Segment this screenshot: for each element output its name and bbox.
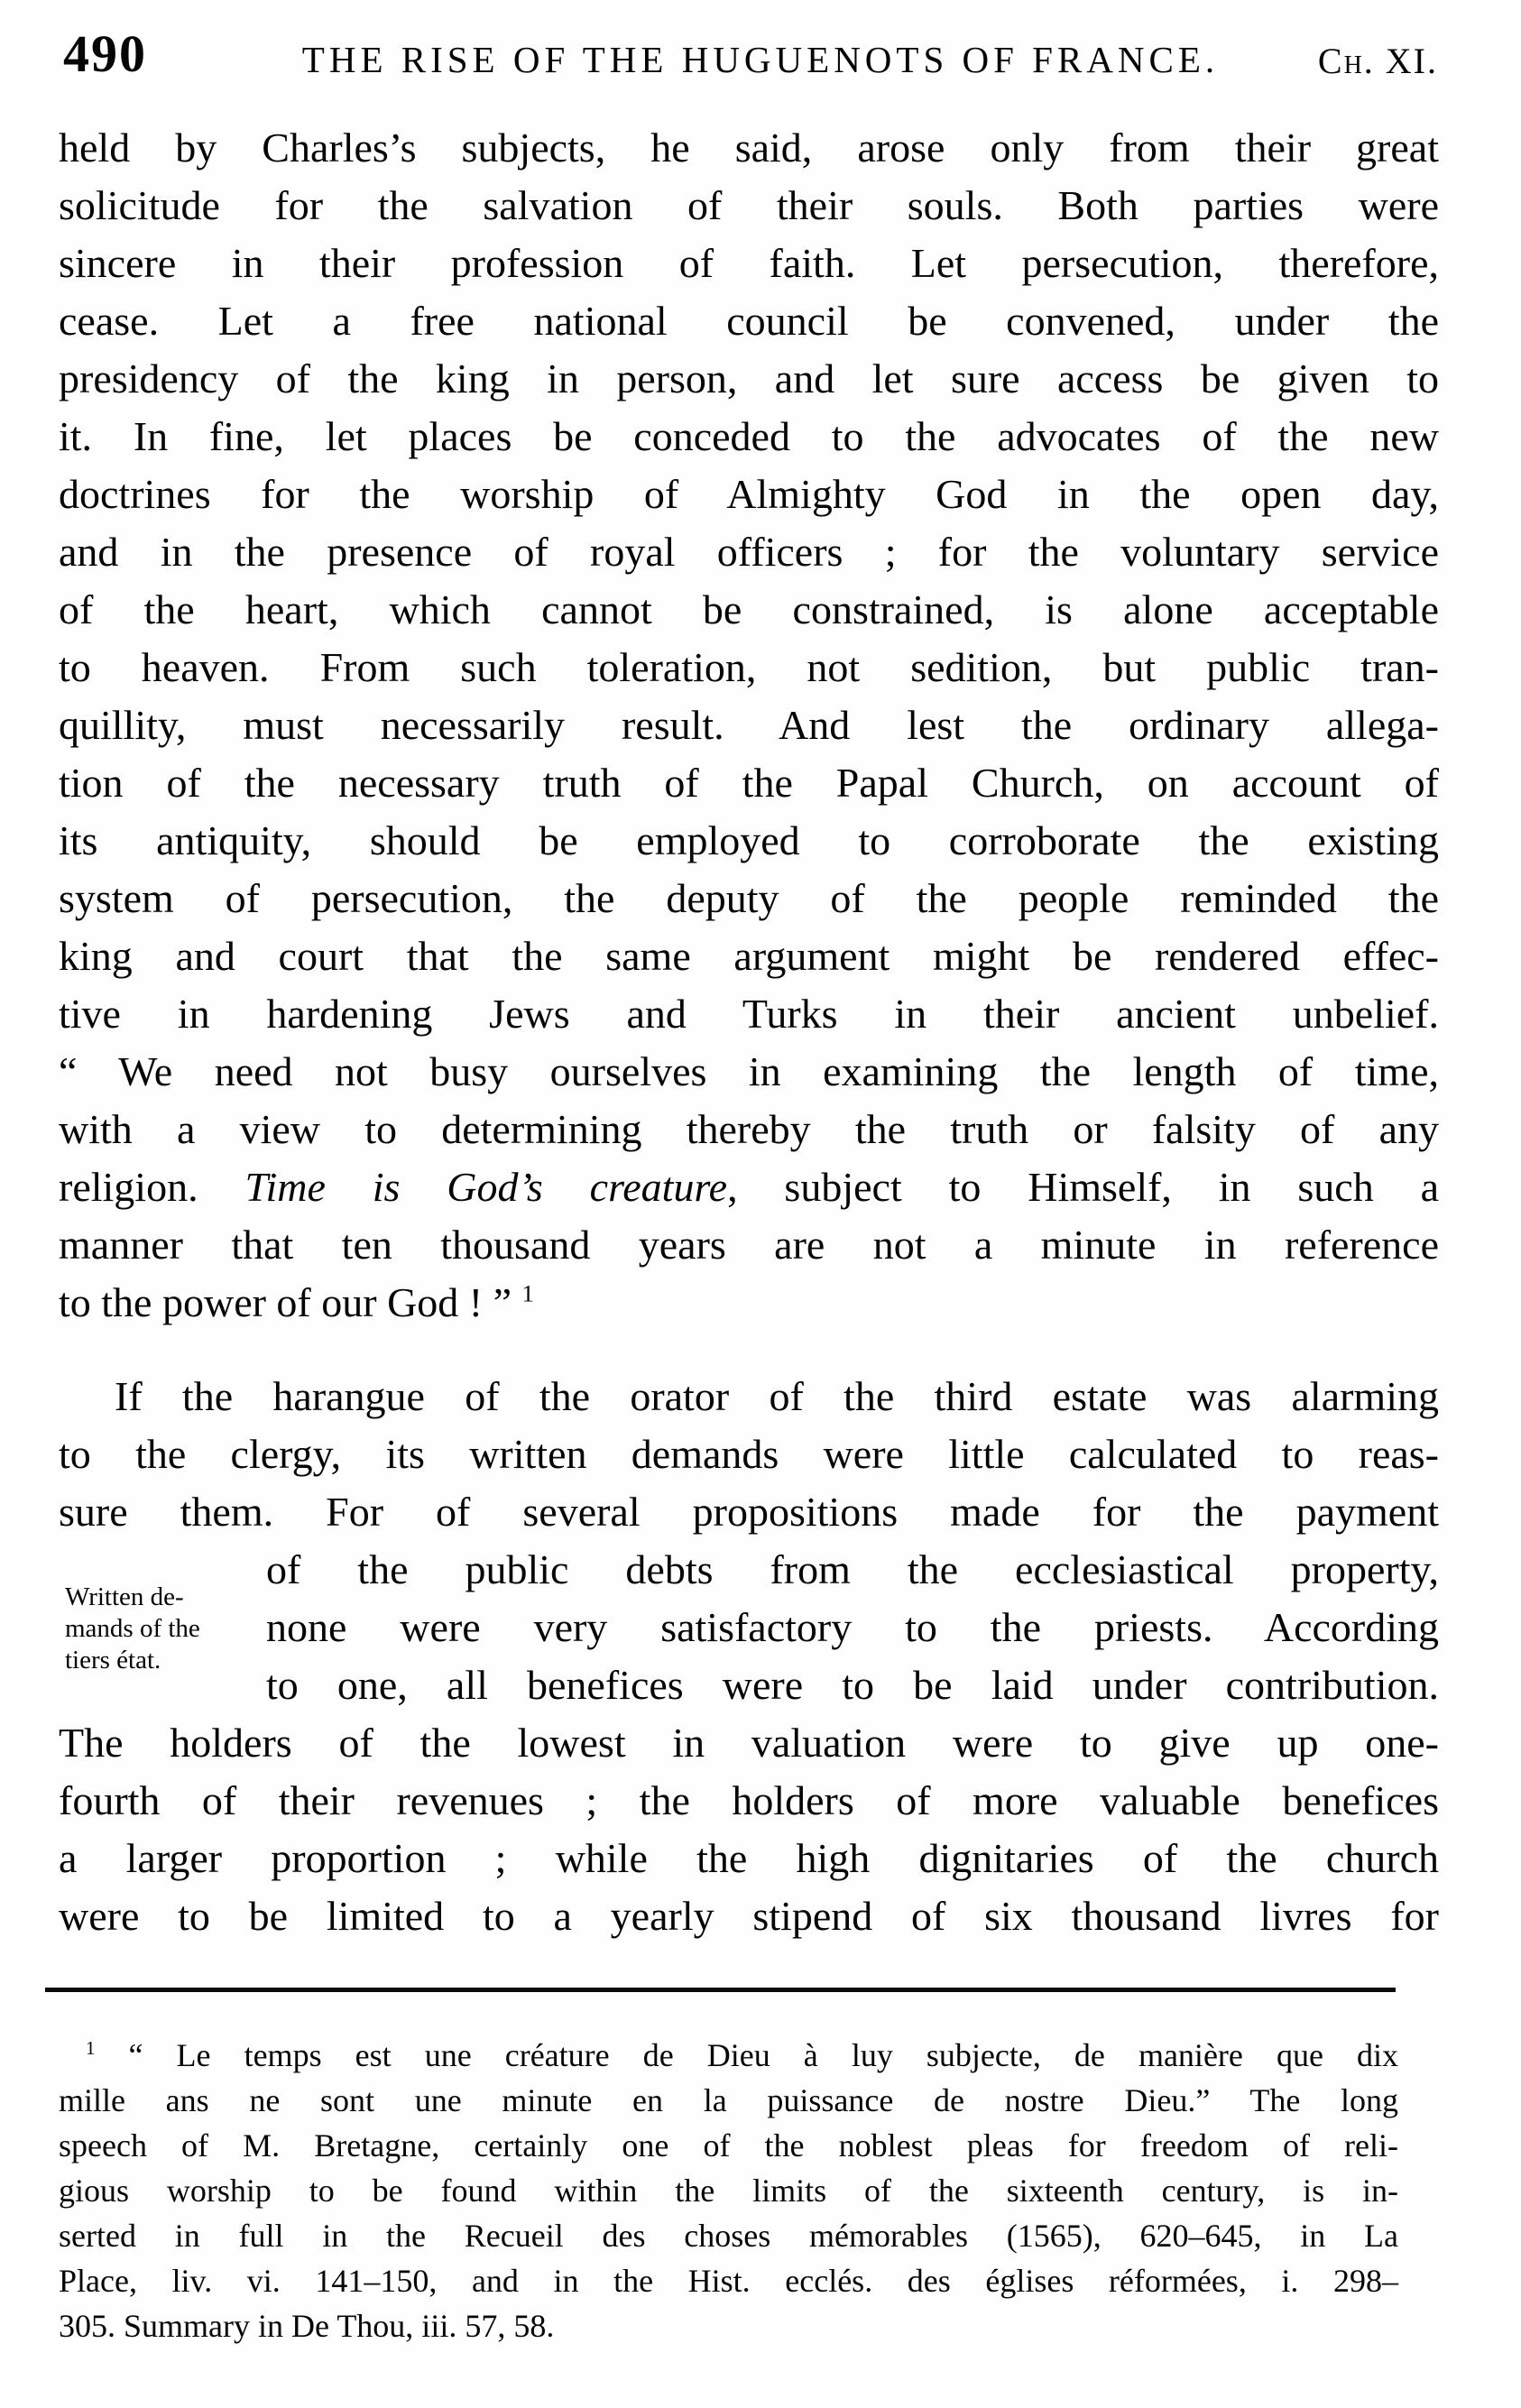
text-segment: religion.	[59, 1164, 245, 1210]
body-text	[59, 119, 1439, 1945]
text-line: none were very satisfactory to the priests. According	[266, 1604, 1439, 1650]
text-line: If the harangue of the orator of the third estate was alarming	[115, 1373, 1439, 1419]
text-line	[59, 1158, 1439, 1216]
text-line: quillity, must necessarily result. And lest the ordinary allega-	[59, 702, 1439, 748]
text-line: of the heart, which cannot be constrained, is alone acceptable	[59, 586, 1439, 632]
text-line: its antiquity, should be employed to corroborate the existing	[59, 817, 1439, 863]
text-line: tive in hardening Jews and Turks in their ancient unbelief.	[59, 991, 1439, 1037]
text-line: fourth of their revenues ; the holders of more valuable benefices	[59, 1777, 1439, 1823]
footnote-line: speech of M. Bretagne, certainly one of the noblest pleas for freedom of reli-	[59, 2127, 1398, 2164]
text-line: were to be limited to a yearly stipend of six thousand livres for	[59, 1893, 1439, 1939]
text-line	[59, 1274, 1439, 1332]
footnote-separator-rule	[45, 1988, 1396, 1992]
text-line: sure them. For of several propositions made for the payment	[59, 1489, 1439, 1535]
running-title: THE RISE OF THE HUGUENOTS OF FRANCE.	[301, 39, 1220, 80]
text-line: doctrines for the worship of Almighty God in the open day,	[59, 471, 1439, 517]
text-line: of the public debts from the ecclesiastical property,	[266, 1546, 1439, 1592]
text-line: to the clergy, its written demands were little calculated to reas-	[59, 1431, 1439, 1477]
text-line: solicitude for the salvation of their souls. Both parties were	[59, 182, 1439, 228]
footnote-reference-marker: 1	[521, 1279, 534, 1307]
text-line: king and court that the same argument might be rendered effec-	[59, 933, 1439, 979]
footnote-marker: 1	[86, 2037, 96, 2059]
footnote-line: serted in full in the Recueil des choses mémorables (1565), 620–645, in La	[59, 2218, 1398, 2254]
text-line: system of persecution, the deputy of the people reminded the	[59, 875, 1439, 921]
footnote	[59, 2033, 1398, 2348]
text-line: and in the presence of royal officers ; for the voluntary service	[59, 529, 1439, 575]
page-number: 490	[63, 24, 147, 83]
paragraph-2	[59, 1368, 1439, 1945]
text-line: cease. Let a free national council be convened, under the	[59, 298, 1439, 344]
sidenote-line: mands of the	[65, 1614, 200, 1643]
text-line: held by Charles’s subjects, he said, arose only from their great	[59, 125, 1439, 171]
footnote-line	[59, 2033, 1398, 2078]
paragraph-1	[59, 119, 1439, 1332]
text-segment: to the power of our God ! ”	[59, 1279, 522, 1325]
text-line: manner that ten thousand years are not a minute in reference	[59, 1222, 1439, 1268]
italic-phrase: Time is God’s creature	[244, 1164, 728, 1210]
footnote-line: 305. Summary in De Thou, iii. 57, 58.	[59, 2308, 555, 2344]
text-line: “ We need not busy ourselves in examining the length of time,	[59, 1048, 1439, 1094]
text-line: sincere in their profession of faith. Let persecution, therefore,	[59, 240, 1439, 286]
text-line: tion of the necessary truth of the Papal Church, on account of	[59, 760, 1439, 806]
text-line: The holders of the lowest in valuation were to give up one-	[59, 1720, 1439, 1766]
footnote-line: gious worship to be found within the limits of the sixteenth century, is in-	[59, 2173, 1398, 2209]
text-line: presidency of the king in person, and let sure access be given to	[59, 355, 1439, 401]
margin-sidenote	[65, 1582, 260, 1676]
text-line: a larger proportion ; while the high dignitaries of the church	[59, 1835, 1439, 1881]
sidenote-line: Written de-	[65, 1582, 184, 1611]
footnote-line: mille ans ne sont une minute en la puissance de nostre Dieu.” The long	[59, 2082, 1398, 2118]
text-segment: , subject to Himself, in such a	[727, 1164, 1439, 1210]
text-line: with a view to determining thereby the truth or falsity of any	[59, 1106, 1439, 1152]
sidenote-line: tiers état.	[65, 1646, 161, 1675]
footnote-line: Place, liv. vi. 141–150, and in the Hist. ecclés. des églises réformées, i. 298–	[59, 2263, 1398, 2299]
text-line: it. In fine, let places be conceded to the advocates of the new	[59, 413, 1439, 459]
chapter-label: Ch. XI.	[1317, 41, 1438, 81]
text-segment: “ Le temps est une créature de Dieu à luy subjecte, de manière que dix	[95, 2037, 1398, 2073]
text-line: to heaven. From such toleration, not sedition, but public tran-	[59, 644, 1439, 690]
text-line: to one, all benefices were to be laid under contribution.	[266, 1662, 1439, 1708]
